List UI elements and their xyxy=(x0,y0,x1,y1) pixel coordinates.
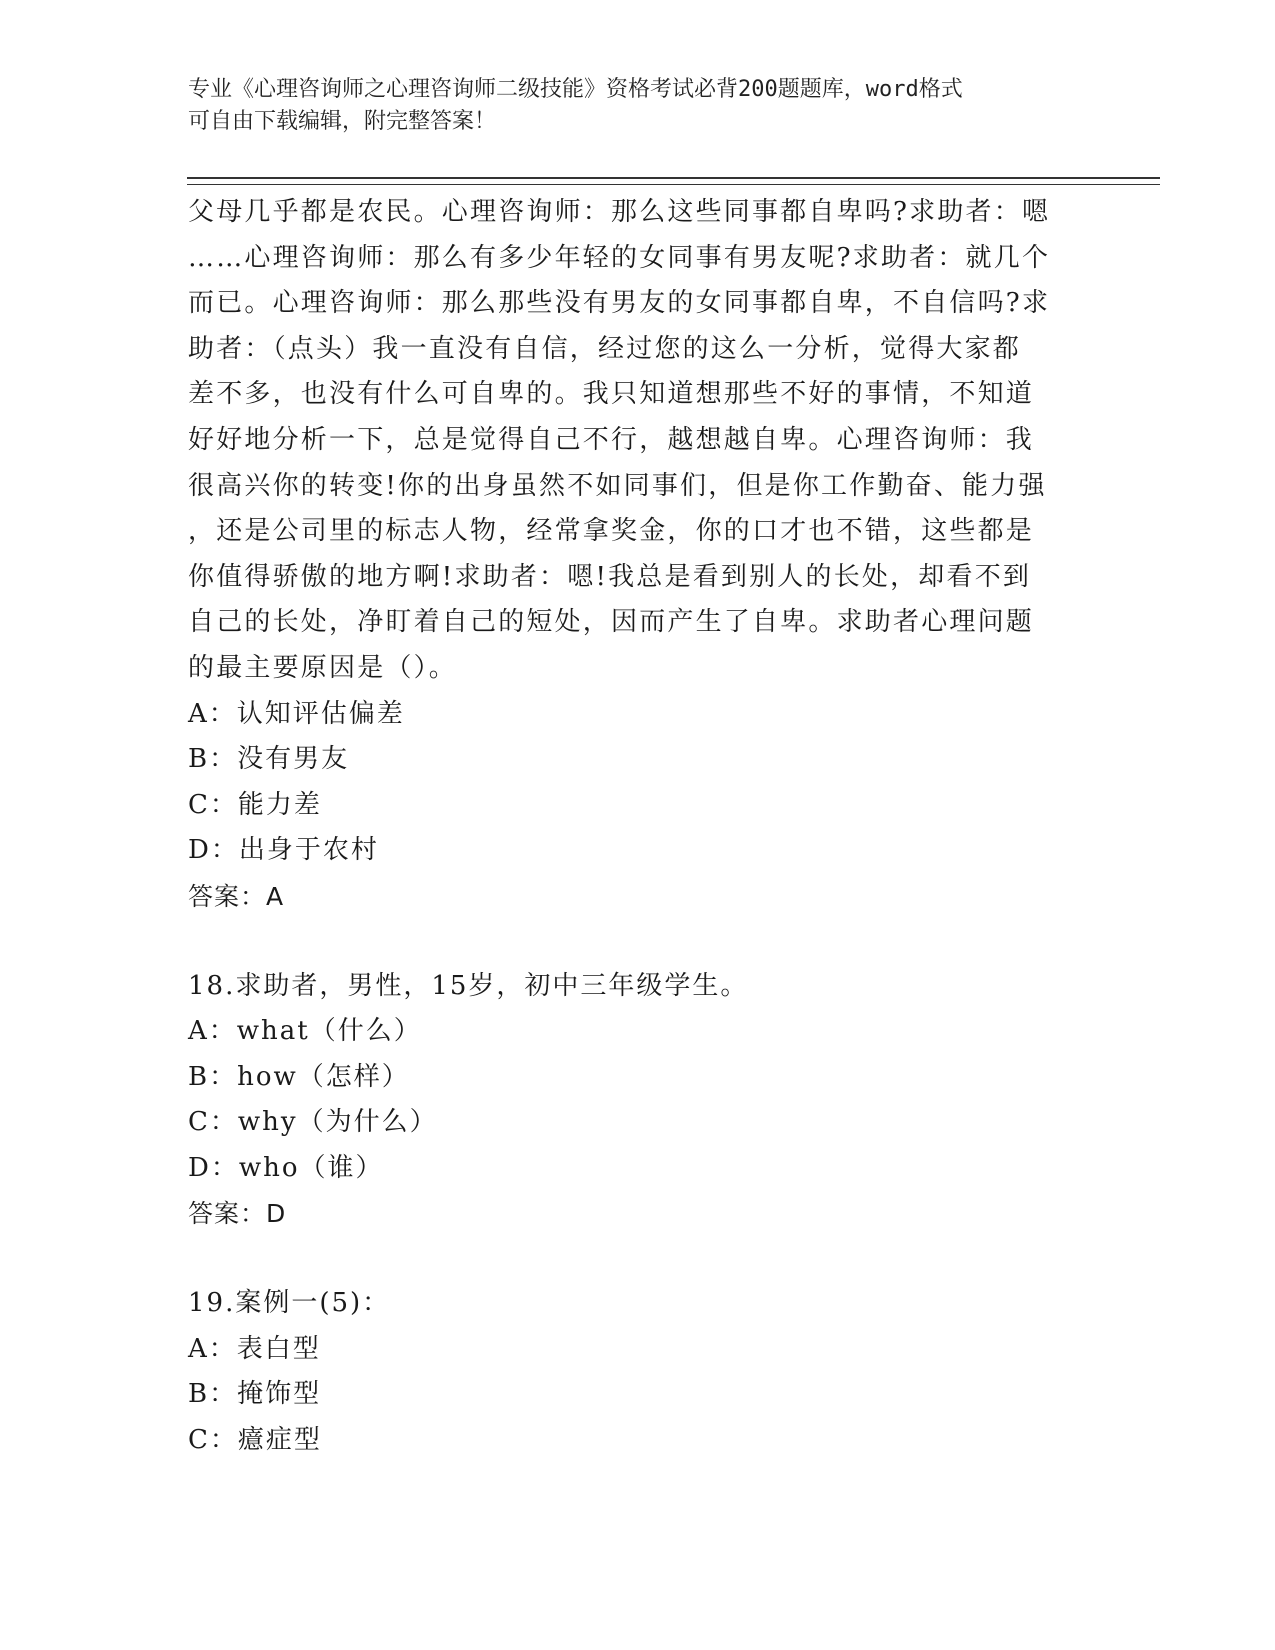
option-b: B：没有男友 xyxy=(188,744,350,775)
question-17-text xyxy=(188,190,1088,692)
option-a: A：表白型 xyxy=(188,1333,321,1364)
option-a: A：what（什么） xyxy=(188,1016,422,1047)
text-line: 很高兴你的转变!你的出身虽然不如同事们，但是你工作勤奋、能力强 xyxy=(188,470,1047,501)
text-line: 自己的长处，净盯着自己的短处，因而产生了自卑。求助者心理问题 xyxy=(188,607,1035,638)
document-body xyxy=(188,190,1088,1463)
text-line: 你值得骄傲的地方啊!求助者：嗯!我总是看到别人的长处，却看不到 xyxy=(188,561,1032,592)
header-title-line-2: 可自由下载编辑，附完整答案！ xyxy=(188,109,497,134)
text-line: 父母几乎都是农民。心理咨询师：那么这些同事都自卑吗?求助者：嗯 xyxy=(188,197,1051,227)
question-18-text: 18.求助者，男性，15岁，初中三年级学生。 xyxy=(188,970,749,1001)
document-header xyxy=(188,74,1068,138)
question-18 xyxy=(188,964,1088,1238)
option-c: C：why（为什么） xyxy=(188,1107,438,1138)
text-line: 好好地分析一下，总是觉得自己不行，越想越自卑。心理咨询师：我 xyxy=(188,424,1035,455)
option-d: D：who（谁） xyxy=(188,1152,384,1183)
option-a: A：认知评估偏差 xyxy=(188,698,405,729)
question-19-text: 19.案例一(5)： xyxy=(188,1288,391,1319)
question-17 xyxy=(188,190,1088,920)
header-divider-thin xyxy=(187,184,1160,185)
header-title-line-1: 专业《心理咨询师之心理咨询师二级技能》资格考试必背200题题库，word格式 xyxy=(188,77,963,102)
question-19 xyxy=(188,1281,1088,1463)
text-line: 的最主要原因是（）。 xyxy=(188,652,458,683)
option-c: C：癔症型 xyxy=(188,1424,322,1455)
answer-line: 答案：D xyxy=(188,1199,287,1229)
answer-line: 答案：A xyxy=(188,881,285,911)
spacer xyxy=(188,1237,1088,1281)
header-divider-thick xyxy=(187,177,1160,179)
option-d: D：出身于农村 xyxy=(188,835,379,866)
text-line: 而已。心理咨询师：那么那些没有男友的女同事都自卑，不自信吗?求 xyxy=(188,288,1051,319)
option-c: C：能力差 xyxy=(188,789,322,820)
spacer xyxy=(188,920,1088,964)
text-line: ……心理咨询师：那么有多少年轻的女同事有男友呢?求助者：就几个 xyxy=(188,242,1051,273)
option-b: B：掩饰型 xyxy=(188,1379,322,1410)
option-b: B：how（怎样） xyxy=(188,1061,410,1092)
text-line: ，还是公司里的标志人物，经常拿奖金，你的口才也不错，这些都是 xyxy=(188,516,1035,547)
text-line: 差不多，也没有什么可自卑的。我只知道想那些不好的事情，不知道 xyxy=(188,379,1035,410)
text-line: 助者：（点头）我一直没有自信，经过您的这么一分析，觉得大家都 xyxy=(188,333,1022,364)
